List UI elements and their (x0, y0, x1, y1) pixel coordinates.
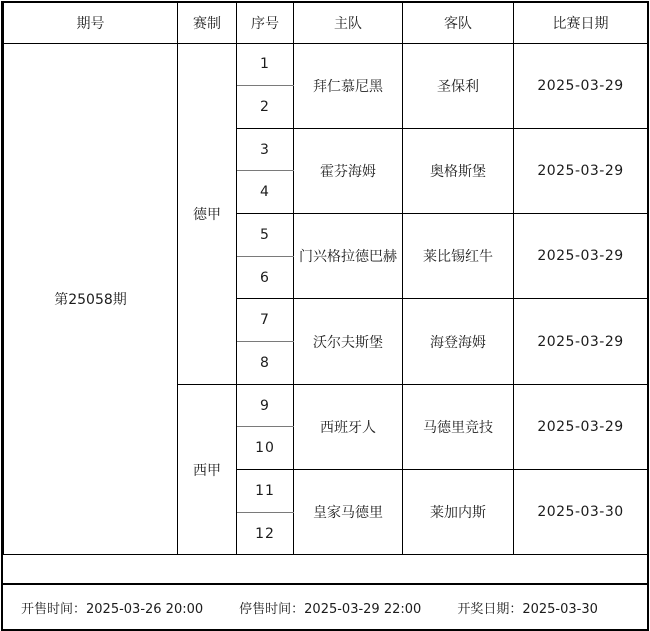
header-home: 主队 (294, 3, 403, 43)
serial-cell: 11 (237, 470, 294, 513)
serial-cell: 4 (237, 171, 294, 214)
sale-start-time: 开售时间：2025-03-26 20:00 (21, 601, 204, 617)
serial-cell: 9 (237, 384, 294, 427)
match-date-cell: 2025-03-29 (514, 43, 648, 128)
match-schedule-table (3, 3, 648, 555)
serial-cell: 7 (237, 299, 294, 342)
serial-cell: 6 (237, 256, 294, 299)
match-date-cell: 2025-03-29 (514, 128, 648, 213)
away-team-cell: 莱加内斯 (403, 470, 514, 555)
sale-stop-time: 停售时间：2025-03-29 22:00 (239, 601, 422, 617)
serial-cell: 10 (237, 427, 294, 470)
period-cell: 第25058期 (4, 43, 178, 555)
league-cell-bundesliga: 德甲 (178, 43, 237, 384)
away-team-cell: 马德里竞技 (403, 384, 514, 469)
away-team-cell: 圣保利 (403, 43, 514, 128)
serial-cell: 8 (237, 342, 294, 385)
match-date-cell: 2025-03-29 (514, 299, 648, 384)
match-date-cell: 2025-03-29 (514, 384, 648, 469)
home-team-cell: 门兴格拉德巴赫 (294, 214, 403, 299)
draw-date: 开奖日期：2025-03-30 (457, 601, 598, 617)
home-team-cell: 拜仁慕尼黑 (294, 43, 403, 128)
away-team-cell: 莱比锡红牛 (403, 214, 514, 299)
league-cell-laliga: 西甲 (178, 384, 237, 555)
header-away: 客队 (403, 3, 514, 43)
serial-cell: 12 (237, 512, 294, 555)
header-row (4, 3, 648, 43)
away-team-cell: 奥格斯堡 (403, 128, 514, 213)
serial-cell: 1 (237, 43, 294, 86)
header-period: 期号 (4, 3, 178, 43)
match-date-cell: 2025-03-30 (514, 470, 648, 555)
lottery-schedule-sheet (1, 1, 649, 631)
away-team-cell: 海登海姆 (403, 299, 514, 384)
serial-cell: 5 (237, 214, 294, 257)
footer-bar (3, 583, 647, 629)
match-date-cell: 2025-03-29 (514, 214, 648, 299)
home-team-cell: 皇家马德里 (294, 470, 403, 555)
empty-strip (3, 555, 647, 583)
home-team-cell: 沃尔夫斯堡 (294, 299, 403, 384)
serial-cell: 2 (237, 86, 294, 129)
header-date: 比赛日期 (514, 3, 648, 43)
table-row (4, 43, 648, 86)
home-team-cell: 霍芬海姆 (294, 128, 403, 213)
home-team-cell: 西班牙人 (294, 384, 403, 469)
header-league: 赛制 (178, 3, 237, 43)
serial-cell: 3 (237, 128, 294, 171)
header-serial: 序号 (237, 3, 294, 43)
